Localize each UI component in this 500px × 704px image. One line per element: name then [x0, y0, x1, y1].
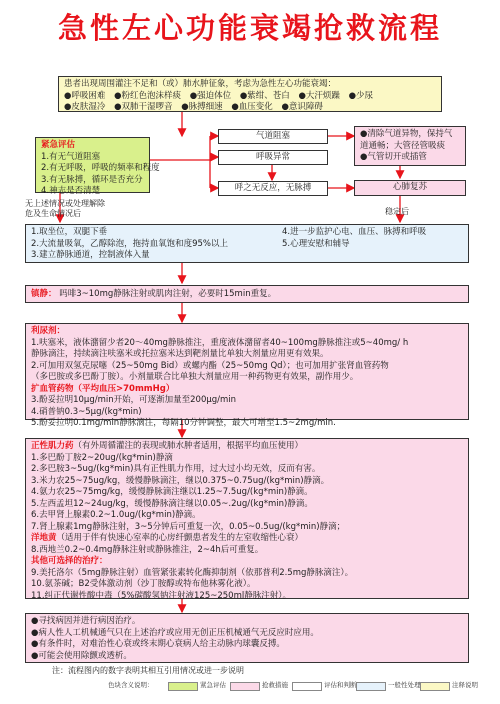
inotrope-box	[25, 438, 469, 599]
sedation-box	[25, 285, 469, 303]
diuretic-line: 2.可加用双氢克尿噻（25~50mg Bid）或螺内酯（25~50mg Qd）；也可加用扩张肾血管药物	[31, 360, 389, 371]
airway-management-box	[354, 126, 466, 166]
vasodilator-line: 3.酚妥拉明10μg/min开始，可逐渐加量至200μg/min	[31, 395, 237, 405]
digoxin-heading	[31, 533, 463, 545]
general-left-col	[31, 227, 228, 262]
legend-item: 注释说明	[452, 681, 478, 689]
legend-item: 评估和判断	[324, 681, 357, 689]
general-item: 3.建立静脉通道，控制液体入量	[31, 250, 150, 260]
symptom-item: ●呼吸困难	[64, 90, 106, 101]
airway-obstruction-box: 气道阻塞	[218, 129, 328, 144]
breathing-abnormal-box: 呼吸异常	[218, 150, 328, 165]
vasodilator-line: 4.硝普钠0.3~5μg/(kg*min)	[31, 406, 142, 417]
stable-label: 稳定后	[385, 207, 409, 216]
digoxin-note: （适用于伴有快速心室率的心房纤颤患者发生的左室收缩性心衰）	[56, 533, 304, 543]
other-therapy-title: 其他可选择的治疗：	[31, 556, 108, 566]
no-pulse-box: 呼之无反应，无脉搏	[218, 181, 328, 196]
legend-swatch-assess	[168, 682, 198, 691]
legend-item: 抢救措施	[262, 681, 288, 689]
further-treatment-box	[25, 613, 469, 663]
general-management-box	[25, 224, 469, 263]
symptom-item: ●粉红色泡沫样痰	[114, 90, 182, 101]
general-item: 1.取坐位，双腿下垂	[31, 227, 108, 237]
diuretic-line: 1.呋塞米，液体潴留少者20～40mg静脉推注，重度液体潴留者40~100mg静脉推注或5~40mg/ h	[31, 337, 409, 348]
digoxin-title: 洋地黄	[31, 533, 57, 543]
vasodilator-title: 扩血管药物（平均血压>70mmHg）	[31, 383, 175, 394]
inotrope-title: 正性肌力药	[31, 441, 74, 451]
general-item: 5.心理安慰和辅导	[282, 238, 350, 249]
inotrope-line: 6.去甲肾上腺素0.2~1.0ug/(kg*min)静滴。	[31, 510, 201, 520]
legend-swatch-evaluate	[292, 682, 322, 691]
symptom-item: ●双肺干湿啰音	[114, 102, 173, 112]
symptom-item: ●脉搏细速	[181, 102, 223, 112]
inotrope-line: 3.米力农25~75ug/kg，缓慢静脉滴注，继以0.375~0.75ug/(kg*min)静滴。	[31, 475, 330, 486]
diuretic-line: （多巴胺或多巴酚丁胺）。小剂量联合比单独大剂量应用一种药物更有效果，副作用少。	[31, 372, 359, 382]
further-line: ●有条件时，对难治性心衰或终末期心衰病人给主动脉内球囊反搏。	[31, 639, 285, 649]
sedation-label: 镇静：	[31, 289, 57, 299]
assessment-title: 紧急评估	[41, 140, 76, 150]
airway-action: ●气管切开或插管	[360, 152, 427, 162]
no-threat-line: 无上述情况或处理解除	[25, 199, 105, 208]
symptom-item: ●血压变化	[231, 102, 273, 112]
inotrope-note: （有外周循灌注的表现或肺水肿者适用，根据平均血压使用）	[73, 441, 304, 451]
legend-swatch-note	[420, 682, 450, 691]
diuretic-line: 静脉滴注，持续滴注呋塞米或托拉塞米达到靶剂量比单独大剂量应用更有效果。	[31, 349, 329, 359]
digoxin-line: 8.西地兰0.2~0.4mg静脉注射或静脉推注，2~4h后可重复。	[31, 544, 264, 555]
legend-swatch-general	[356, 682, 386, 691]
airway-action: ●清除气道异物，保持气道通畅；大管径管吸痰	[360, 129, 453, 151]
general-item: 4.进一步监护心电、血压、脉搏和呼吸	[282, 227, 427, 237]
inotrope-line: 7.肾上腺素1mg静脉注射，3~5分钟后可重复一次，0.05~0.5ug/(kg*min)静滴；	[31, 521, 346, 532]
assessment-item: 1.有无气道阻塞	[41, 151, 101, 162]
no-threat-line: 危及生命情况后	[25, 209, 81, 218]
symptom-row-1	[64, 91, 436, 103]
symptom-item: ●强迫体位	[189, 90, 232, 101]
assessment-item: 4.神志是否清楚	[41, 186, 101, 196]
sedation-text: 吗啡3~10mg静脉注射或肌肉注射，必要时15min重复。	[59, 289, 277, 299]
other-therapy-line: 9.美托洛尔（5mg静脉注射）血管紧张素转化酶抑制剂（依那普利2.5mg静脉滴注）。	[31, 567, 354, 578]
other-therapy-line: 10.氨茶碱；B2受体激动剂（沙丁胺醇或特布他林雾化液）。	[31, 579, 256, 589]
assessment-item: 3.有无脉搏，循环是否充分	[41, 174, 143, 185]
legend-label: 色块含义说明：	[108, 681, 154, 689]
legend-swatch-rescue	[230, 682, 260, 691]
legend-item: 紧急评估	[200, 681, 226, 689]
inotrope-line: 5.左西孟坦12~24ug/kg，缓慢静脉滴注继以0.05~.2ug/(kg*min)静滴。	[31, 498, 313, 509]
further-line: ●寻找病因并进行病因治疗。	[31, 616, 141, 626]
general-right-col	[282, 227, 426, 250]
symptom-row-2	[64, 102, 436, 114]
symptom-box	[58, 76, 442, 112]
further-line: ●可能会使用除颤或透析。	[31, 650, 132, 661]
assessment-item: 2.有无呼吸，呼吸的频率和程度	[41, 163, 160, 173]
cpr-box: 心肺复苏	[354, 180, 466, 196]
footnote: 注：流程图内的数字表明其相互引用情况或进一步说明	[52, 666, 244, 675]
page-title: 急性左心功能衰竭抢救流程	[57, 11, 442, 45]
general-item: 2.大流量吸氧，乙醇除泡，拖持血氧饱和度95%以上	[31, 238, 229, 249]
further-line: ●病人性人工机械通气只在上述治疗或应用无创正压机械通气无反应时应用。	[31, 627, 319, 638]
symptom-item: ●少尿	[348, 90, 374, 101]
no-threat-note	[25, 199, 105, 219]
diuretic-vasodilator-box	[25, 323, 469, 428]
inotrope-heading	[31, 441, 463, 453]
other-therapy-line: 11.纠正代谢性酸中毒（5%碳酸氢钠注射液125~250ml静脉注射）。	[31, 590, 291, 601]
inotrope-line: 2.多巴胺3~5ug/(kg*min)具有正性肌力作用，过大过小均无效，反而有害。	[31, 464, 321, 474]
inotrope-line: 1.多巴酚丁胺2~20ug/(kg*min)静滴	[31, 452, 173, 463]
symptom-intro: 患者出现周围灌注不足和（或）肺水肿征象，考虑为急性左心功能衰竭：	[64, 79, 337, 89]
emergency-assessment-box	[35, 137, 160, 196]
legend-item: 一般性处理	[388, 681, 421, 689]
symptom-item: ●意识障碍	[281, 102, 323, 112]
diuretic-title: 利尿剂：	[31, 326, 66, 336]
symptom-item: ●紫绀、苍白	[239, 90, 290, 101]
inotrope-line: 4.氨力农25~75mg/kg，缓慢静脉滴注继以1.25~7.5ug/(kg*min)静滴。	[31, 487, 313, 497]
symptom-item: ●大汗烦躁	[298, 90, 340, 101]
symptom-item: ●皮肤湿冷	[64, 102, 106, 112]
vasodilator-line: 5.酚妥拉明0.1mg/min静脉滴注，每隔10分钟调整，最大可增至1.5~2mg/min.	[31, 418, 336, 428]
